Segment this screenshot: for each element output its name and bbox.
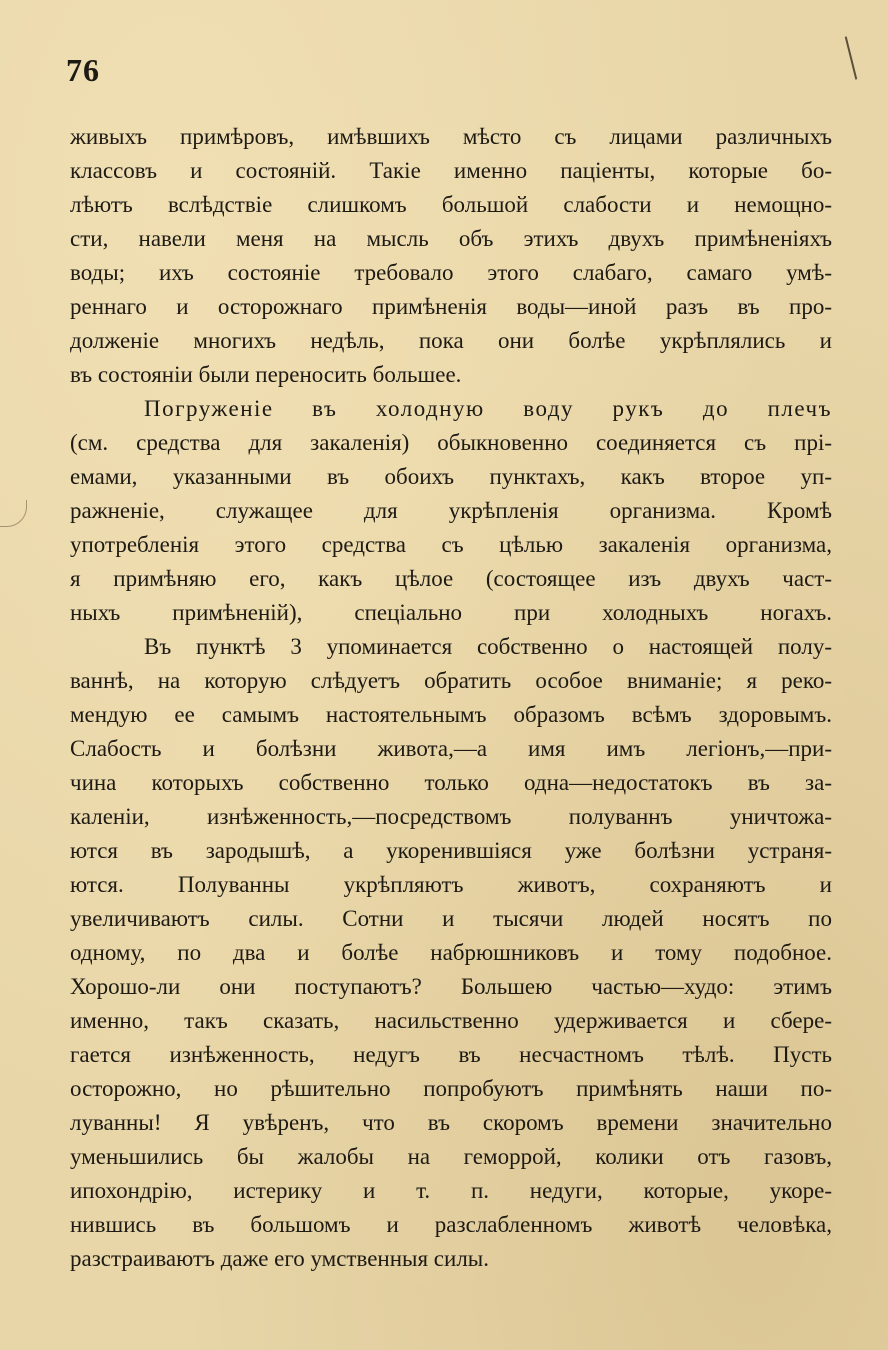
text-line: каленіи, изнѣженность,—посредствомъ полуваннъ уничтожа- <box>70 804 832 829</box>
text-line: употребленія этого средства съ цѣлью закаленія организма, <box>70 532 832 557</box>
margin-curve-mark <box>0 500 27 527</box>
text-line: ются въ зародышѣ, а укоренившіяся уже болѣзни устраня- <box>70 838 832 863</box>
body-text <box>70 120 832 1276</box>
text-line: живыхъ примѣровъ, имѣвшихъ мѣсто съ лицами различныхъ <box>70 124 832 149</box>
text-line: въ состояніи были переносить большее. <box>70 362 462 387</box>
text-line: нившись въ большомъ и разслабленномъ животѣ человѣка, <box>70 1212 832 1237</box>
paragraph-start-line: Въ пунктѣ 3 упоминается собственно о настоящей полу- <box>144 634 832 659</box>
text-line: (см. средства для закаленія) обыкновенно соединяется съ прі- <box>70 430 832 455</box>
page-number: 76 <box>66 52 100 88</box>
margin-mark <box>845 36 858 79</box>
text-line: осторожно, но рѣшительно попробуютъ примѣнять наши по- <box>70 1076 832 1101</box>
text-line: ются. Полуванны укрѣпляютъ животъ, сохраняютъ и <box>70 872 832 897</box>
text-line: долженіе многихъ недѣль, пока они болѣе укрѣплялись и <box>70 328 832 353</box>
text-line: чина которыхъ собственно только одна—недостатокъ въ за- <box>70 770 832 795</box>
text-line: емами, указанными въ обоихъ пунктахъ, какъ второе уп- <box>70 464 832 489</box>
text-line: классовъ и состояній. Такіе именно паціенты, которые бо- <box>70 158 832 183</box>
paragraph-start-line: Погруженіе въ холодную воду рукъ до плечъ <box>144 396 832 421</box>
text-line: луванны! Я увѣренъ, что въ скоромъ времени значительно <box>70 1110 832 1135</box>
text-line: гается изнѣженность, недугъ въ несчастномъ тѣлѣ. Пусть <box>70 1042 832 1067</box>
text-line: уменьшились бы жалобы на геморрой, колики отъ газовъ, <box>70 1144 832 1169</box>
text-line: ипохондрію, истерику и т. п. недуги, которые, укоре- <box>70 1178 832 1203</box>
text-line: ражненіе, служащее для укрѣпленія организма. Кромѣ <box>70 498 832 523</box>
text-line: мендую ее самымъ настоятельнымъ образомъ всѣмъ здоровымъ. <box>70 702 832 727</box>
text-line: разстраиваютъ даже его умственныя силы. <box>70 1246 490 1271</box>
text-line: Хорошо-ли они поступаютъ? Большею частью—худо: этимъ <box>70 974 832 999</box>
text-line: я примѣняю его, какъ цѣлое (состоящее изъ двухъ част- <box>70 566 832 591</box>
text-line: сти, навели меня на мысль объ этихъ двухъ примѣненіяхъ <box>70 226 832 251</box>
text-line: одному, по два и болѣе набрюшниковъ и тому подобное. <box>70 940 832 965</box>
text-line: ныхъ примѣненій), спеціально при холодныхъ ногахъ. <box>70 600 832 625</box>
text-line: Слабость и болѣзни живота,—а имя имъ легіонъ,—при- <box>70 736 832 761</box>
text-line: лѣютъ вслѣдствіе слишкомъ большой слабости и немощно- <box>70 192 832 217</box>
text-line: реннаго и осторожнаго примѣненія воды—иной разъ въ про- <box>70 294 832 319</box>
text-line: ваннѣ, на которую слѣдуетъ обратить особое вниманіе; я реко- <box>70 668 832 693</box>
text-line: увеличиваютъ силы. Сотни и тысячи людей носятъ по <box>70 906 832 931</box>
text-line: воды; ихъ состояніе требовало этого слабаго, самаго умѣ- <box>70 260 832 285</box>
text-line: именно, такъ сказать, насильственно удерживается и сбере- <box>70 1008 832 1033</box>
